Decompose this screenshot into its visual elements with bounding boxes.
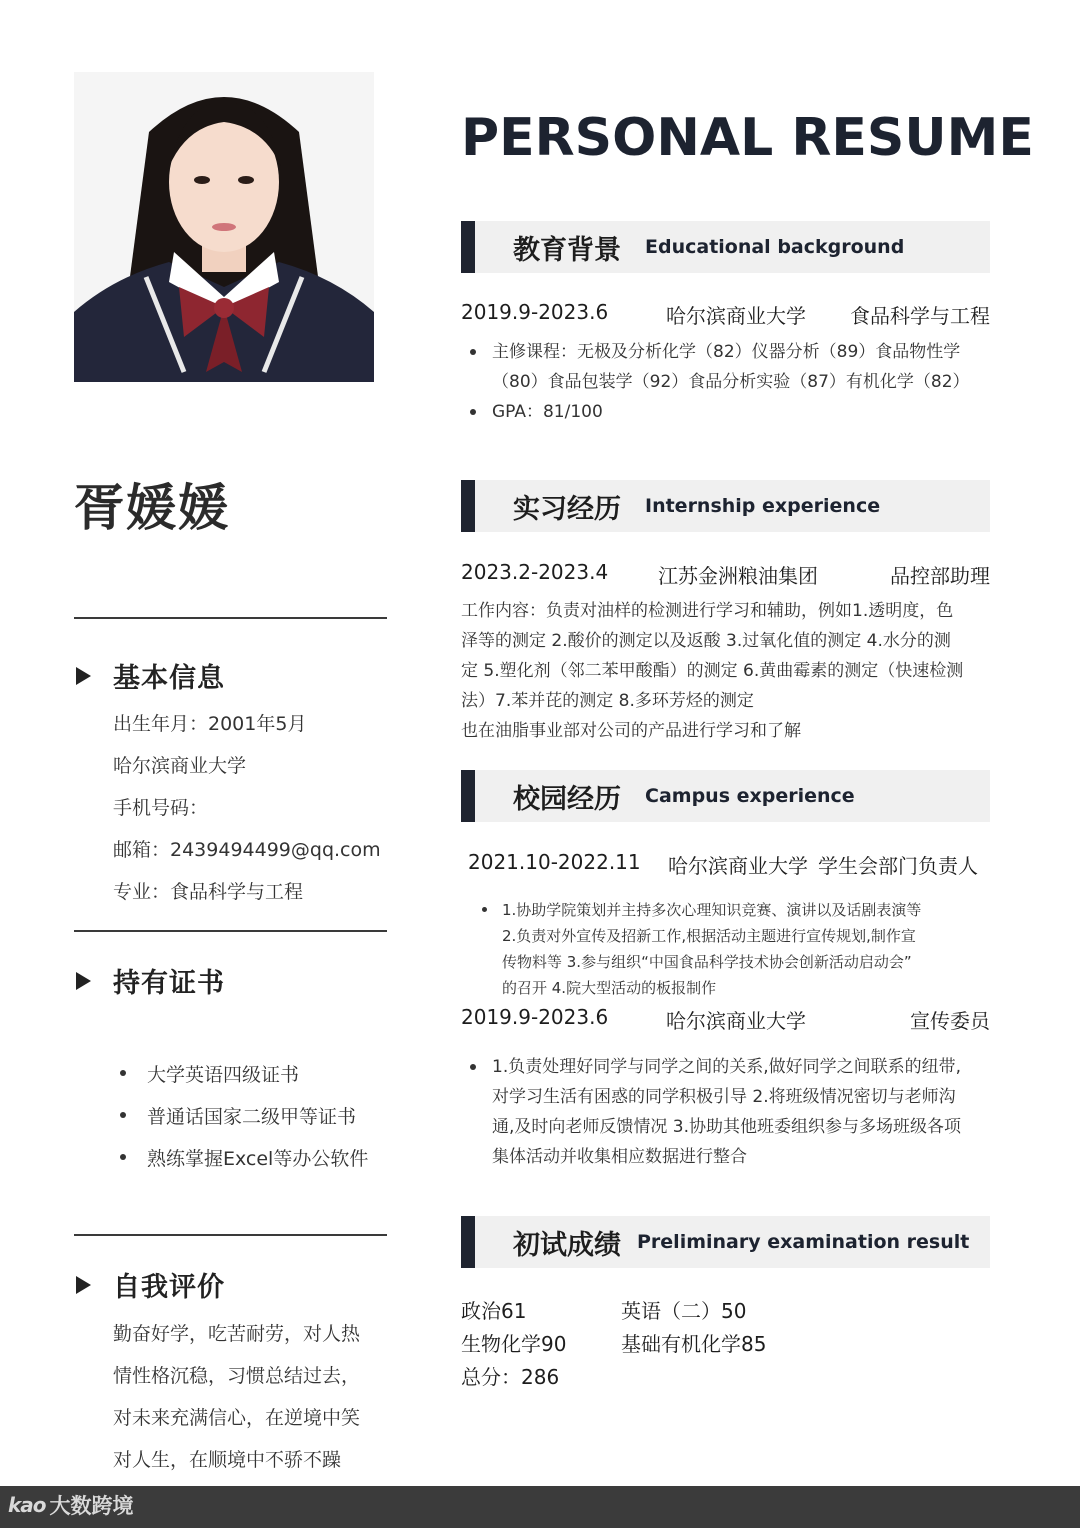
- education-date: 2019.9-2023.6: [461, 300, 609, 324]
- campus-org: 哈尔滨商业大学: [666, 1009, 806, 1033]
- list-item: 熟练掌握Excel等办公软件: [120, 1136, 368, 1178]
- list-item: [461, 1052, 1006, 1172]
- campus-details-1: [468, 897, 968, 1001]
- education-heading-cn: 教育背景: [513, 234, 621, 266]
- campus-heading: [461, 770, 990, 822]
- score-organic: 基础有机化学85: [621, 1332, 767, 1356]
- list-item: [461, 337, 996, 397]
- campus-line: 集体活动并收集相应数据进行整合: [492, 1147, 747, 1167]
- campus-line: 对学习生活有困惑的同学积极引导 2.将班级情况密切与老师沟: [492, 1087, 956, 1107]
- internship-heading-en: Internship experience: [645, 495, 881, 517]
- internship-line: 工作内容：负责对油样的检测进行学习和辅助，例如1.透明度，色: [461, 601, 954, 621]
- self-eval-line: 对人生，在顺境中不骄不躁: [113, 1449, 342, 1471]
- campus-line: 2.负责对外宣传及招新工作,根据活动主题进行宣传规划,制作宣: [502, 927, 916, 945]
- education-heading: [461, 221, 990, 273]
- exam-heading-cn: 初试成绩: [513, 1229, 621, 1261]
- internship-heading: [461, 480, 990, 532]
- campus-heading-cn: 校园经历: [513, 783, 621, 815]
- certificates-heading: [76, 961, 225, 1000]
- divider: [74, 1234, 387, 1236]
- section-marker: [461, 1216, 475, 1268]
- watermark-brand: 大数跨境: [49, 1494, 134, 1518]
- triangle-icon: [76, 1276, 91, 1294]
- section-marker: [461, 221, 475, 273]
- certificates-heading-text: 持有证书: [113, 968, 225, 999]
- self-eval-line: 勤奋好学，吃苦耐劳，对人热: [113, 1323, 361, 1345]
- campus-line: 通,及时向老师反馈情况 3.协助其他班委组织参与多场班级各项: [492, 1117, 962, 1137]
- page-title: PERSONAL RESUME: [461, 108, 1034, 168]
- campus-line: 传物料等 3.参与组织“中国食品科学技术协会创新活动启动会”: [502, 953, 912, 971]
- birth-date: 出生年月：2001年5月: [113, 713, 307, 735]
- internship-line: 定 5.塑化剂（邻二苯甲酸酯）的测定 6.黄曲霉素的测定（快速检测: [461, 661, 964, 681]
- education-major: 食品科学与工程: [850, 304, 990, 328]
- email: 邮箱：2439494499@qq.com: [113, 839, 381, 861]
- internship-role: 品控部助理: [890, 564, 990, 588]
- self-eval-line: 情性格沉稳，习惯总结过去，: [113, 1365, 361, 1387]
- score-total: 总分：286: [461, 1365, 560, 1389]
- candidate-name: 胥媛媛: [74, 479, 230, 537]
- education-school: 哈尔滨商业大学: [666, 304, 806, 328]
- list-item: [468, 897, 968, 1001]
- divider: [74, 617, 387, 619]
- campus-role: 学生会部门负责人: [818, 854, 978, 878]
- section-marker: [461, 480, 475, 532]
- campus-line: 的召开 4.院大型活动的板报制作: [502, 979, 717, 997]
- internship-line: 也在油脂事业部对公司的产品进行学习和了解: [461, 721, 801, 741]
- internship-company: 江苏金洲粮油集团: [658, 564, 818, 588]
- major: 专业：食品科学与工程: [113, 881, 304, 903]
- internship-line: 泽等的测定 2.酸价的测定以及返酸 3.过氧化值的测定 4.水分的测: [461, 631, 951, 651]
- university: 哈尔滨商业大学: [113, 755, 247, 777]
- exam-heading-en: Preliminary examination result: [637, 1231, 970, 1253]
- internship-date: 2023.2-2023.4: [461, 560, 609, 584]
- campus-date: 2019.9-2023.6: [461, 1005, 609, 1029]
- footer-bar: [0, 1486, 1080, 1528]
- education-details: [461, 337, 996, 427]
- basic-info-heading: [76, 656, 225, 695]
- list-item: 普通话国家二级甲等证书: [120, 1094, 368, 1136]
- internship-details: [461, 596, 996, 746]
- internship-heading-cn: 实习经历: [513, 493, 621, 525]
- campus-row-2: [461, 1005, 990, 1034]
- self-eval-text: [113, 1313, 383, 1481]
- triangle-icon: [76, 667, 91, 685]
- divider: [74, 930, 387, 932]
- campus-role: 宣传委员: [910, 1009, 990, 1033]
- self-eval-heading-text: 自我评价: [113, 1272, 225, 1303]
- section-marker: [461, 770, 475, 822]
- campus-line: 1.协助学院策划并主持多次心理知识竞赛、演讲以及话剧表演等: [502, 901, 922, 919]
- certificates-list: [120, 1052, 368, 1178]
- campus-line: 1.负责处理好同学与同学之间的关系,做好同学之间联系的纽带,: [492, 1057, 962, 1077]
- profile-photo: [74, 72, 374, 382]
- campus-date: 2021.10-2022.11: [468, 850, 641, 874]
- education-heading-en: Educational background: [645, 236, 905, 258]
- triangle-icon: [76, 972, 91, 990]
- score-politics: 政治61: [461, 1299, 527, 1323]
- campus-org: 哈尔滨商业大学: [668, 854, 808, 878]
- list-item: GPA：81/100: [461, 397, 996, 427]
- self-eval-heading: [76, 1265, 225, 1304]
- score-english: 英语（二）50: [621, 1299, 747, 1323]
- campus-row-1: [468, 850, 990, 879]
- campus-heading-en: Campus experience: [645, 785, 855, 807]
- watermark-logo-icon: kao: [8, 1493, 46, 1517]
- education-row: [461, 300, 990, 329]
- courses-line: （80）食品包装学（92）食品分析实验（87）有机化学（82）: [492, 372, 970, 392]
- campus-details-2: [461, 1052, 1006, 1172]
- basic-info-heading-text: 基本信息: [113, 663, 225, 694]
- exam-heading: [461, 1216, 990, 1268]
- internship-row: [461, 560, 990, 589]
- watermark: [8, 1490, 134, 1520]
- phone: 手机号码：: [113, 797, 209, 819]
- score-biochem: 生物化学90: [461, 1332, 567, 1356]
- internship-line: 法）7.苯并芘的测定 8.多环芳烃的测定: [461, 691, 754, 711]
- list-item: 大学英语四级证书: [120, 1052, 368, 1094]
- courses-line: 主修课程：无极及分析化学（82）仪器分析（89）食品物性学: [492, 342, 961, 362]
- self-eval-line: 对未来充满信心，在逆境中笑: [113, 1407, 361, 1429]
